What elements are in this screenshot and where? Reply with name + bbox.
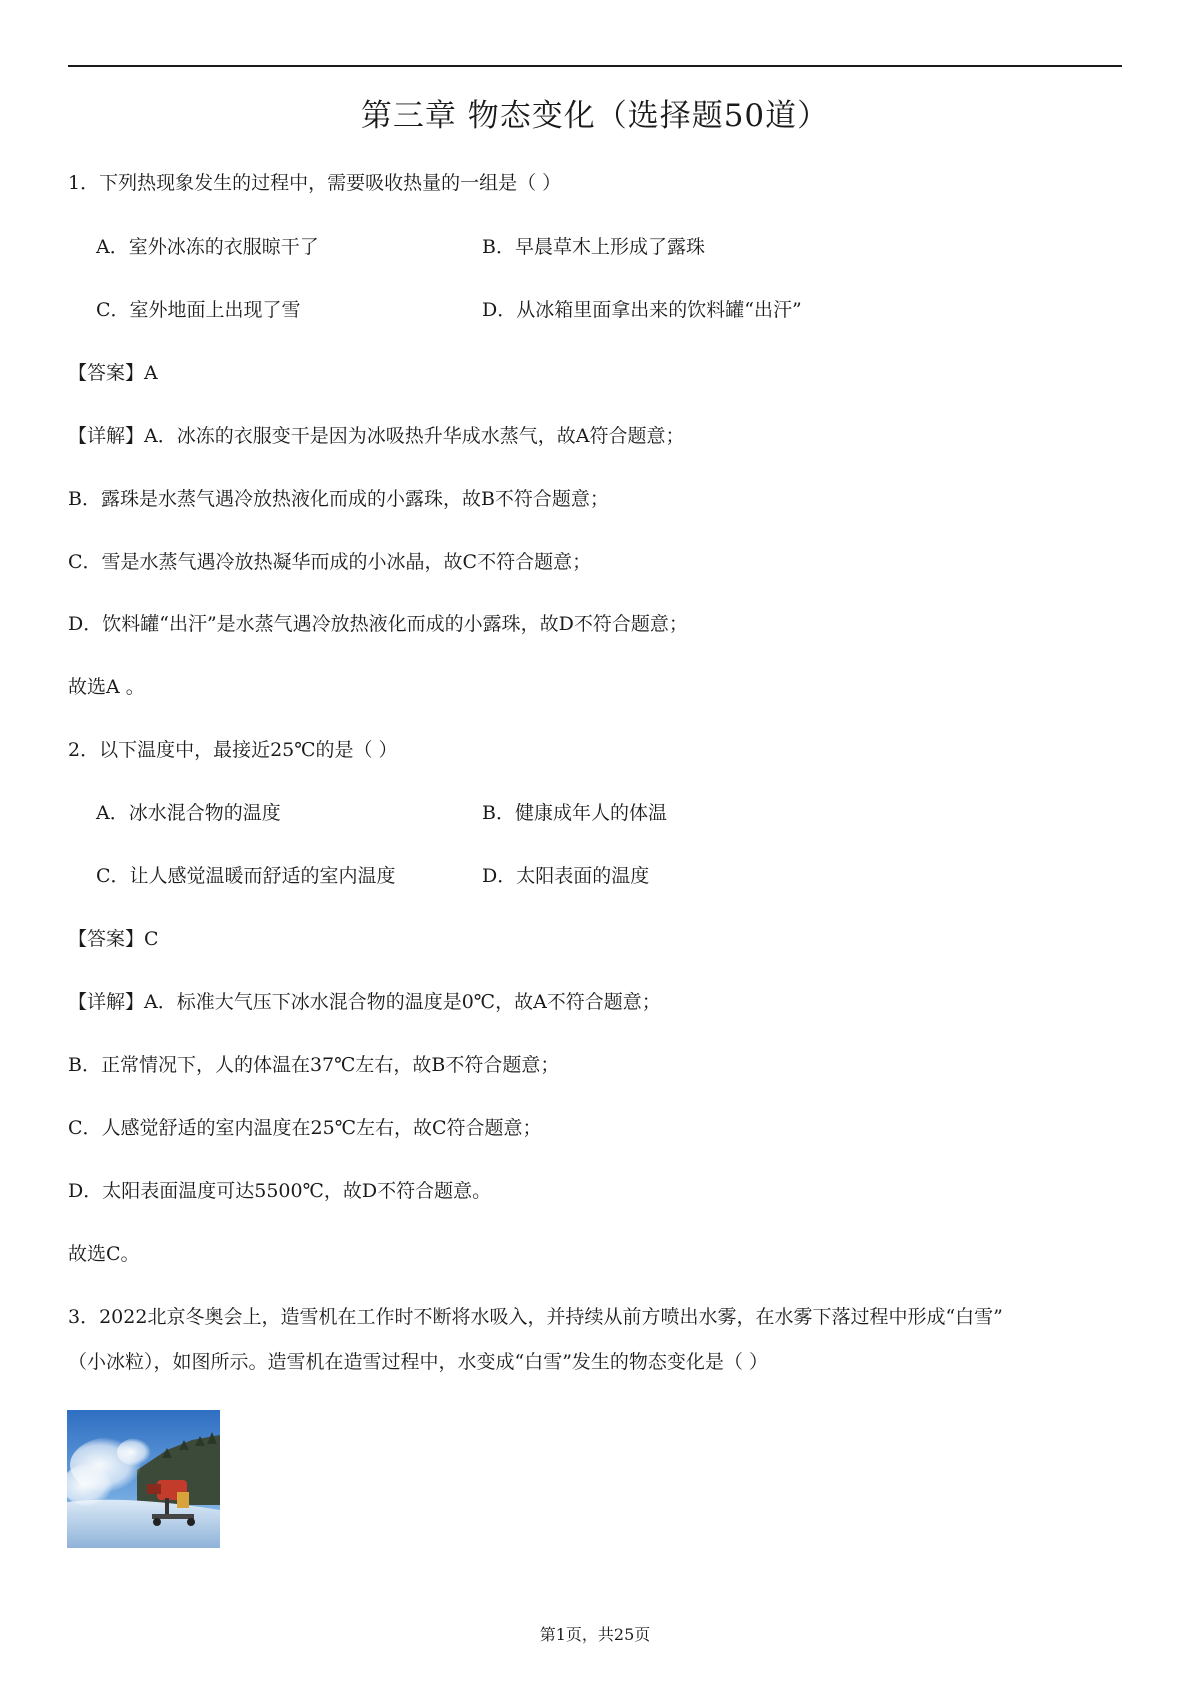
top-rule <box>68 65 1122 67</box>
question-2-explanation-a: 【详解】A．标准大气压下冰水混合物的温度是0℃，故A不符合题意； <box>68 991 661 1013</box>
question-2-option-d: D．太阳表面的温度 <box>482 865 650 887</box>
question-1-option-d: D．从冰箱里面拿出来的饮料罐“出汗” <box>482 299 802 321</box>
page-footer: 第1页，共25页 <box>539 1625 651 1644</box>
question-1-explanation-d: D．饮料罐“出汗”是水蒸气遇冷放热液化而成的小露珠，故D不符合题意； <box>68 613 688 635</box>
question-2-explanation-c: C．人感觉舒适的室内温度在25℃左右，故C符合题意； <box>68 1117 542 1139</box>
question-1-explanation-c: C．雪是水蒸气遇冷放热凝华而成的小冰晶，故C不符合题意； <box>68 551 592 573</box>
question-1-stem: 1．下列热现象发生的过程中，需要吸收热量的一组是（ ） <box>68 172 562 194</box>
question-1-explanation-a: 【详解】A．冰冻的衣服变干是因为冰吸热升华成水蒸气，故A符合题意； <box>68 425 685 447</box>
question-2-option-b: B．健康成年人的体温 <box>482 802 667 824</box>
question-2-stem: 2．以下温度中，最接近25℃的是（ ） <box>68 739 398 761</box>
question-1-option-c: C．室外地面上出现了雪 <box>96 299 301 321</box>
snow-machine-photo <box>67 1410 220 1548</box>
question-1-explanation-b: B．露珠是水蒸气遇冷放热液化而成的小露珠，故B不符合题意； <box>68 488 609 510</box>
question-1-option-b: B．早晨草木上形成了露珠 <box>482 236 705 258</box>
question-2-explanation-b: B．正常情况下，人的体温在37℃左右，故B不符合题意； <box>68 1054 560 1076</box>
question-2-option-a: A．冰水混合物的温度 <box>96 802 281 824</box>
question-2-option-c: C．让人感觉温暖而舒适的室内温度 <box>96 865 396 887</box>
question-2-explanation-d: D．太阳表面温度可达5500℃，故D不符合题意。 <box>68 1180 492 1202</box>
question-1-answer: 【答案】A <box>68 362 158 384</box>
question-2-conclusion: 故选C。 <box>68 1243 140 1265</box>
question-1-conclusion: 故选A 。 <box>68 676 145 698</box>
page-title: 第三章 物态变化（选择题50道） <box>360 98 830 134</box>
question-2-answer: 【答案】C <box>68 928 159 950</box>
question-1-option-a: A．室外冰冻的衣服晾干了 <box>96 236 319 258</box>
question-3-stem-line-2: （小冰粒），如图所示。造雪机在造雪过程中，水变成“白雪”发生的物态变化是（ ） <box>68 1351 768 1373</box>
question-3-stem-line-1: 3．2022北京冬奥会上，造雪机在工作时不断将水吸入，并持续从前方喷出水雾，在水雾下落过程中形成“白雪” <box>68 1306 1003 1328</box>
